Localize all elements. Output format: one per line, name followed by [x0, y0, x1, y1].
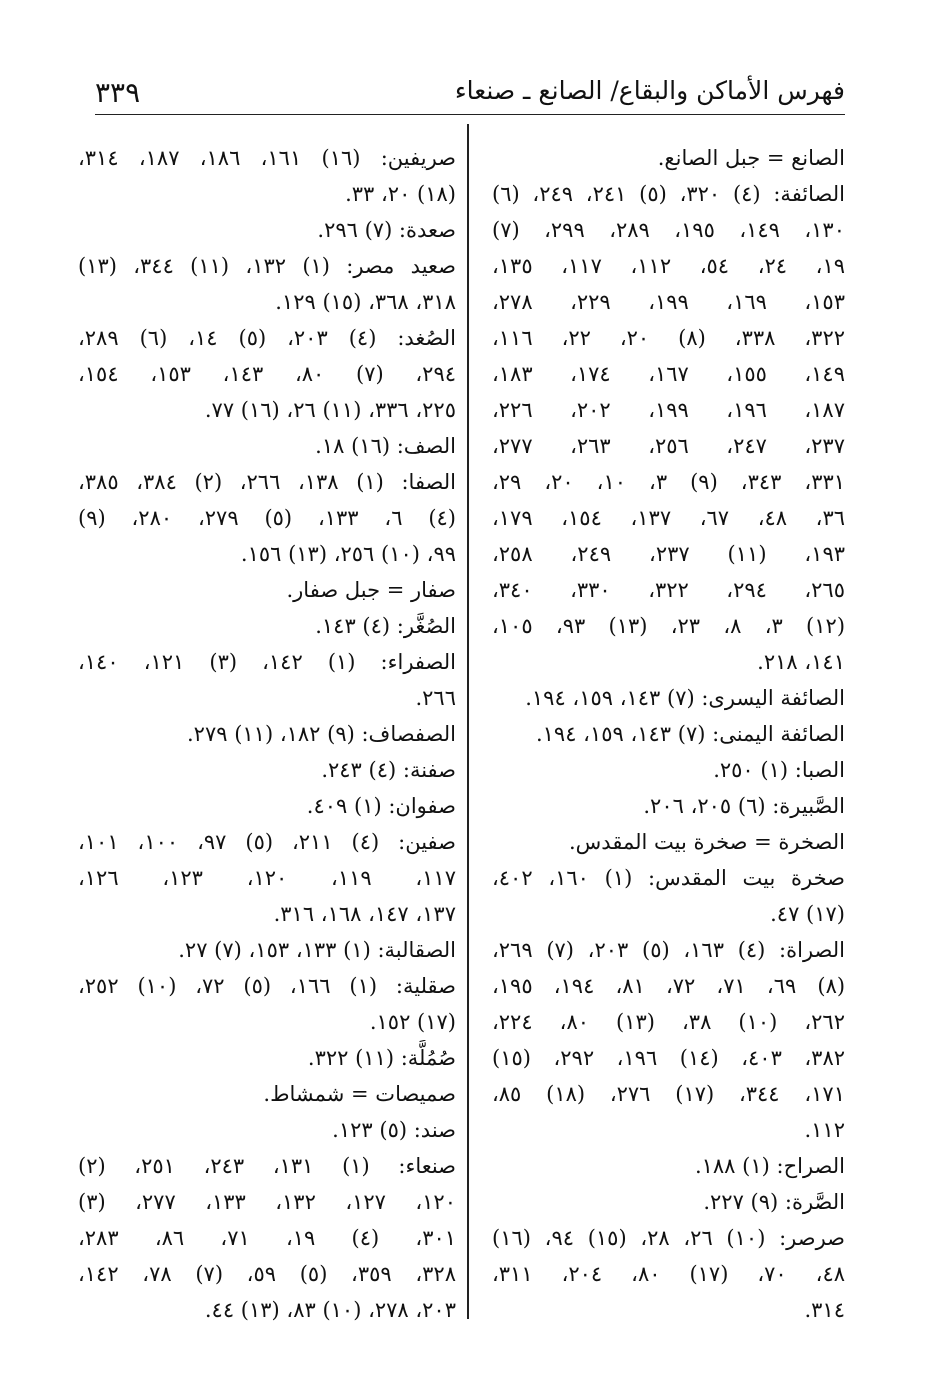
- index-line: صعيد مصر: (١) ١٣٢، (١١) ٣٤٤، (١٣): [78, 254, 456, 278]
- index-line: الصف: (١٦) ١٨.: [315, 434, 456, 458]
- index-line: ٩٩، (١٠) ٢٥٦، (١٣) ١٥٦.: [240, 542, 456, 566]
- index-line: صقلية: (١) ١٦٦، (٥) ٧٢، (١٠) ٢٥٢،: [78, 974, 456, 998]
- index-line: ٣٨٢، ٤٠٣، (١٤) ١٩٦، ٢٩٢، (١٥): [492, 1046, 845, 1070]
- index-line: ١٤١، ٢١٨.: [757, 650, 845, 674]
- index-line: الصخرة = صخرة بيت المقدس.: [569, 830, 845, 854]
- index-line: ٢٦٦.: [415, 686, 456, 710]
- index-line: ١٣٧، ١٤٧، ١٦٨، ٣١٦.: [273, 902, 456, 926]
- index-line: ٢٦٢، (١٠) ٣٨، (١٣) ٨٠، ٢٢٤،: [492, 1010, 845, 1034]
- index-line: صفنة: (٤) ٢٤٣.: [321, 758, 456, 782]
- index-line: ١١٧، ١١٩، ١٢٠، ١٢٣، ١٢٦،: [78, 866, 456, 890]
- index-line: ٢٦٥، ٢٩٤، ٣٢٢، ٣٣٠، ٣٤٠،: [492, 578, 845, 602]
- index-line: ٣١٨، ٣٦٨، (١٥) ١٢٩.: [275, 290, 456, 314]
- index-line: ٣٦، ٤٨، ٦٧، ١٣٧، ١٥٤، ١٧٩،: [492, 506, 845, 530]
- index-line: (٨) ٦٩، ٧١، ٧٢، ٨١، ١٩٤، ١٩٥،: [492, 974, 845, 998]
- index-line: ٢٩٤، (٧) ٨٠، ١٤٣، ١٥٣، ١٥٤،: [78, 362, 456, 386]
- index-line: ١٧١، ٣٤٤، (١٧) ٢٧٦، (١٨) ٨٥،: [492, 1082, 845, 1106]
- index-line: الصُغد: (٤) ٢٠٣، (٥) ١٤، (٦) ٢٨٩،: [78, 326, 456, 350]
- index-line: صُمُلَّة: (١١) ٣٢٢.: [307, 1046, 456, 1070]
- index-line: الصفراء: (١) ١٤٢، (٣) ١٢١، ١٤٠،: [78, 650, 456, 674]
- index-line: الصانع = جبل الصانع.: [657, 146, 845, 170]
- index-line: صرصر: (١٠) ٢٦، ٢٨، (١٥) ٩٤، (١٦): [492, 1226, 845, 1250]
- index-column-right: [492, 140, 845, 1328]
- index-line: ١٨٧، ١٩٦، ١٩٩، ٢٠٢، ٢٢٦،: [492, 398, 845, 422]
- index-line: الصفصاف: (٩) ١٨٢، (١١) ٢٧٩.: [186, 722, 456, 746]
- index-line: الصَّبيرة: (٦) ٢٠٥، ٢٠٦.: [643, 794, 845, 818]
- index-line: صفوان: (١) ٤٠٩.: [306, 794, 456, 818]
- index-line: صنعاء: (١) ١٣١، ٢٤٣، ٢٥١، (٢): [78, 1154, 456, 1178]
- index-line: الصَّرة: (٩) ٢٢٧.: [703, 1190, 845, 1214]
- index-line: الصفا: (١) ١٣٨، ٢٦٦، (٢) ٣٨٤، ٣٨٥،: [78, 470, 456, 494]
- index-line: ٣٠١، (٤) ١٩، ٧١، ٨٦، ٢٨٣،: [78, 1226, 456, 1250]
- index-line: الصبا: (١) ٢٥٠.: [713, 758, 845, 782]
- index-line: الصقالبة: (١) ١٣٣، ١٥٣، (٧) ٢٧.: [178, 938, 456, 962]
- page-header: [95, 70, 845, 115]
- index-line: (١٧) ٤٧.: [770, 902, 845, 926]
- index-line: الصراة: (٤) ١٦٣، (٥) ٢٠٣، (٧) ٢٦٩،: [492, 938, 845, 962]
- index-line: ٤٨، ٧٠، (١٧) ٨٠، ٢٠٤، ٣١١،: [492, 1262, 845, 1286]
- column-divider: [467, 124, 469, 1319]
- index-line: الصائفة اليمنى: (٧) ١٤٣، ١٥٩، ١٩٤.: [535, 722, 845, 746]
- index-line: ٢٠٣، ٢٧٨، (١٠) ٨٣، (١٣) ٤٤.: [204, 1298, 456, 1322]
- index-line: ٣٣١، ٣٤٣، (٩) ٣، ١٠، ٢٠، ٢٩،: [492, 470, 845, 494]
- page-number: ٣٣٩: [95, 76, 141, 109]
- index-line: (١٧) ١٥٢.: [369, 1010, 456, 1034]
- index-line: ١٢٠، ١٢٧، ١٣٢، ١٣٣، ٢٧٧، (٣): [78, 1190, 456, 1214]
- index-line: ١٩٣، (١١) ٢٣٧، ٢٤٩، ٢٥٨،: [492, 542, 845, 566]
- index-line: ٢٢٥، ٣٣٦، (١١) ٢٦، (١٦) ٧٧.: [204, 398, 456, 422]
- index-line: صند: (٥) ١٢٣.: [332, 1118, 456, 1142]
- index-line: ٢٣٧، ٢٤٧، ٢٥٦، ٢٦٣، ٢٧٧،: [492, 434, 845, 458]
- index-line: ٣٢٨، ٣٥٩، (٥) ٥٩، (٧) ٧٨، ١٤٢،: [78, 1262, 456, 1286]
- index-line: صعدة: (٧) ٢٩٦.: [317, 218, 456, 242]
- index-line: ١٩، ٢٤، ٥٤، ١١٢، ١١٧، ١٣٥،: [492, 254, 845, 278]
- index-line: صفار = جبل صفار.: [286, 578, 456, 602]
- index-line: ١٤٩، ١٥٥، ١٦٧، ١٧٤، ١٨٣،: [492, 362, 845, 386]
- index-line: (٤) ٦، ١٣٣، (٥) ٢٧٩، ٢٨٠، (٩): [78, 506, 456, 530]
- index-line: الصائفة: (٤) ٣٢٠، (٥) ٢٤١، ٢٤٩، (٦): [492, 182, 845, 206]
- index-line: صخرة بيت المقدس: (١) ١٦٠، ٤٠٢،: [492, 866, 845, 890]
- index-line: الصراح: (١) ١٨٨.: [694, 1154, 845, 1178]
- index-line: صريفين: (١٦) ١٦١، ١٨٦، ١٨٧، ٣١٤،: [78, 146, 456, 170]
- index-column-left: [78, 140, 456, 1328]
- index-line: ١١٢.: [804, 1118, 845, 1142]
- index-line: ٣٢٢، ٣٣٨، (٨) ٢٠، ٢٢، ١١٦،: [492, 326, 845, 350]
- index-line: ١٥٣، ١٦٩، ١٩٩، ٢٢٩، ٢٧٨،: [492, 290, 845, 314]
- index-line: الصُغَّر: (٤) ١٤٣.: [315, 614, 456, 638]
- index-line: (١٢) ٣، ٨، ٢٣، (١٣) ٩٣، ١٠٥،: [492, 614, 845, 638]
- index-line: صميصات = شمشاط.: [263, 1082, 456, 1106]
- index-line: ٣١٤.: [804, 1298, 845, 1322]
- index-line: صفين: (٤) ٢١١، (٥) ٩٧، ١٠٠، ١٠١،: [78, 830, 456, 854]
- index-line: الصائفة اليسرى: (٧) ١٤٣، ١٥٩، ١٩٤.: [525, 686, 845, 710]
- index-line: (١٨) ٢٠، ٣٣.: [345, 182, 456, 206]
- index-line: ١٣٠، ١٤٩، ١٩٥، ٢٨٩، ٢٩٩، (٧): [492, 218, 845, 242]
- running-head: فهرس الأماكن والبقاع/ الصانع ـ صنعاء: [454, 76, 845, 105]
